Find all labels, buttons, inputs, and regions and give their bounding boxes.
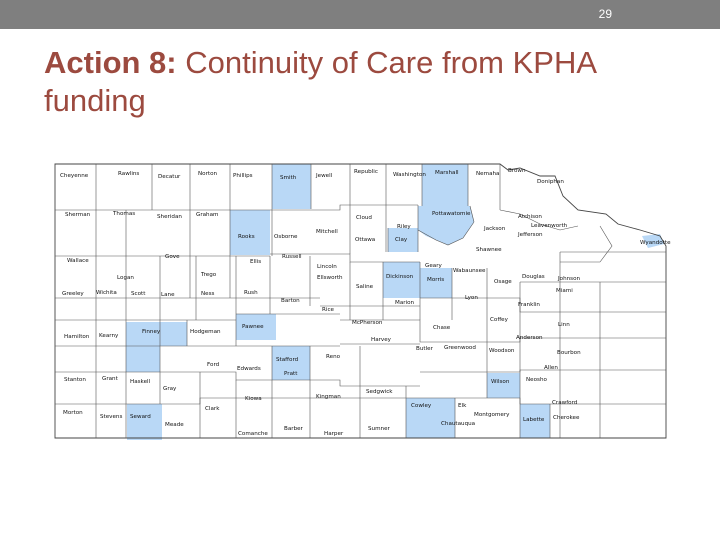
label-rush: Rush — [244, 290, 258, 296]
label-franklin: Franklin — [518, 302, 540, 308]
county-shape-wilson — [487, 373, 520, 398]
label-kiowa: Kiowa — [245, 396, 262, 402]
label-chautauqua: Chautauqua — [441, 421, 476, 427]
label-logan: Logan — [117, 275, 134, 281]
label-wyandotte: Wyandotte — [640, 240, 671, 246]
label-sheridan: Sheridan — [157, 214, 182, 220]
label-atchison: Atchison — [518, 214, 542, 220]
label-linn: Linn — [558, 322, 570, 328]
label-montgomery: Montgomery — [474, 412, 510, 418]
label-grant: Grant — [102, 376, 118, 382]
label-hodgeman: Hodgeman — [190, 329, 221, 335]
label-miami: Miami — [556, 288, 573, 294]
label-phillips: Phillips — [233, 173, 253, 179]
label-scott: Scott — [131, 291, 146, 297]
label-elk: Elk — [458, 403, 467, 409]
county-shape-rooks — [230, 210, 270, 255]
label-stanton: Stanton — [64, 377, 86, 383]
label-comanche: Comanche — [238, 431, 268, 437]
label-gray: Gray — [163, 386, 177, 392]
label-allen: Allen — [544, 365, 558, 371]
label-barber: Barber — [284, 426, 303, 432]
label-pottawatomie: Pottawatomie — [432, 211, 471, 217]
label-shawnee: Shawnee — [476, 247, 502, 253]
label-cowley: Cowley — [411, 403, 432, 409]
title-rest: Continuity of Care from KPHA funding — [44, 45, 596, 118]
label-sumner: Sumner — [368, 426, 390, 432]
label-clark: Clark — [205, 406, 220, 412]
label-dickinson: Dickinson — [386, 274, 414, 280]
label-republic: Republic — [354, 169, 378, 175]
label-harvey: Harvey — [371, 337, 391, 343]
label-ellsworth: Ellsworth — [317, 275, 343, 281]
label-harper: Harper — [324, 431, 344, 437]
label-lyon: Lyon — [465, 295, 478, 301]
label-finney: Finney — [142, 329, 161, 335]
label-coffey: Coffey — [490, 317, 508, 323]
label-brown: Brown — [508, 168, 526, 174]
label-trego: Trego — [201, 272, 217, 278]
label-mitchell: Mitchell — [316, 229, 338, 235]
label-stafford: Stafford — [276, 357, 299, 363]
label-cheyenne: Cheyenne — [60, 173, 89, 179]
label-marion: Marion — [395, 300, 415, 306]
label-wilson: Wilson — [491, 379, 510, 385]
label-kingman: Kingman — [316, 394, 341, 400]
label-leavenworth: Leavenworth — [531, 223, 568, 229]
label-reno: Reno — [326, 354, 341, 360]
label-thomas: Thomas — [113, 211, 136, 217]
label-johnson: Johnson — [558, 276, 581, 282]
label-sedgwick: Sedgwick — [366, 389, 393, 395]
label-saline: Saline — [356, 284, 374, 290]
label-barton: Barton — [281, 298, 300, 304]
label-washington: Washington — [393, 172, 426, 178]
label-cloud: Cloud — [356, 215, 372, 221]
label-gove: Gove — [165, 254, 180, 260]
label-pawnee: Pawnee — [242, 324, 264, 330]
label-lane: Lane — [161, 292, 175, 298]
label-norton: Norton — [198, 171, 218, 177]
label-decatur: Decatur — [158, 174, 181, 180]
label-douglas: Douglas — [522, 274, 545, 280]
label-jewell: Jewell — [316, 173, 333, 179]
label-woodson: Woodson — [489, 348, 515, 354]
label-rawlins: Rawlins — [118, 171, 140, 177]
county-shape-morris — [420, 268, 452, 298]
label-pratt: Pratt — [284, 371, 298, 377]
label-morton: Morton — [63, 410, 83, 416]
label-anderson: Anderson — [516, 335, 543, 341]
label-marshall: Marshall — [435, 170, 459, 176]
label-riley: Riley — [397, 224, 411, 230]
label-lincoln: Lincoln — [317, 264, 337, 270]
label-wichita: Wichita — [96, 290, 117, 296]
label-stevens: Stevens — [100, 414, 123, 420]
label-kearny: Kearny — [99, 333, 119, 339]
label-mcpherson: McPherson — [352, 320, 383, 326]
title-action: Action 8: — [44, 45, 177, 80]
label-butler: Butler — [416, 346, 433, 352]
label-rice: Rice — [322, 307, 334, 313]
county-shape-seward — [127, 404, 162, 440]
label-seward: Seward — [130, 414, 151, 420]
label-labette: Labette — [523, 417, 545, 423]
page-number: 29 — [598, 7, 612, 21]
label-jackson: Jackson — [484, 226, 506, 232]
label-hamilton: Hamilton — [64, 334, 90, 340]
label-wabaunsee: Wabaunsee — [453, 268, 486, 274]
label-edwards: Edwards — [237, 366, 261, 372]
label-sherman: Sherman — [65, 212, 91, 218]
label-ford: Ford — [207, 362, 220, 368]
label-ness: Ness — [201, 291, 215, 297]
label-chase: Chase — [433, 325, 451, 331]
label-osborne: Osborne — [274, 234, 298, 240]
label-wallace: Wallace — [67, 258, 89, 264]
label-neosho: Neosho — [526, 377, 547, 383]
label-smith: Smith — [280, 175, 297, 181]
label-greenwood: Greenwood — [444, 345, 476, 351]
label-doniphan: Doniphan — [537, 179, 564, 185]
label-ellis: Ellis — [250, 259, 262, 265]
county-labels — [60, 168, 671, 437]
label-jefferson: Jefferson — [518, 232, 543, 238]
label-nemaha: Nemaha — [476, 171, 500, 177]
county-boundaries — [55, 164, 666, 438]
label-rooks: Rooks — [238, 234, 255, 240]
label-graham: Graham — [196, 212, 219, 218]
label-haskell: Haskell — [130, 379, 151, 385]
county-shape-smith — [272, 164, 311, 209]
label-crawford: Crawford — [552, 400, 578, 406]
label-osage: Osage — [494, 279, 512, 285]
label-greeley: Greeley — [62, 291, 84, 297]
label-geary: Geary — [425, 263, 442, 269]
label-bourbon: Bourbon — [557, 350, 581, 356]
label-russell: Russell — [282, 254, 302, 260]
county-shape-dickinson — [383, 262, 420, 298]
label-cherokee: Cherokee — [553, 415, 580, 421]
label-clay: Clay — [395, 237, 408, 243]
label-ottawa: Ottawa — [355, 237, 376, 243]
label-morris: Morris — [427, 277, 445, 283]
label-meade: Meade — [165, 422, 184, 428]
